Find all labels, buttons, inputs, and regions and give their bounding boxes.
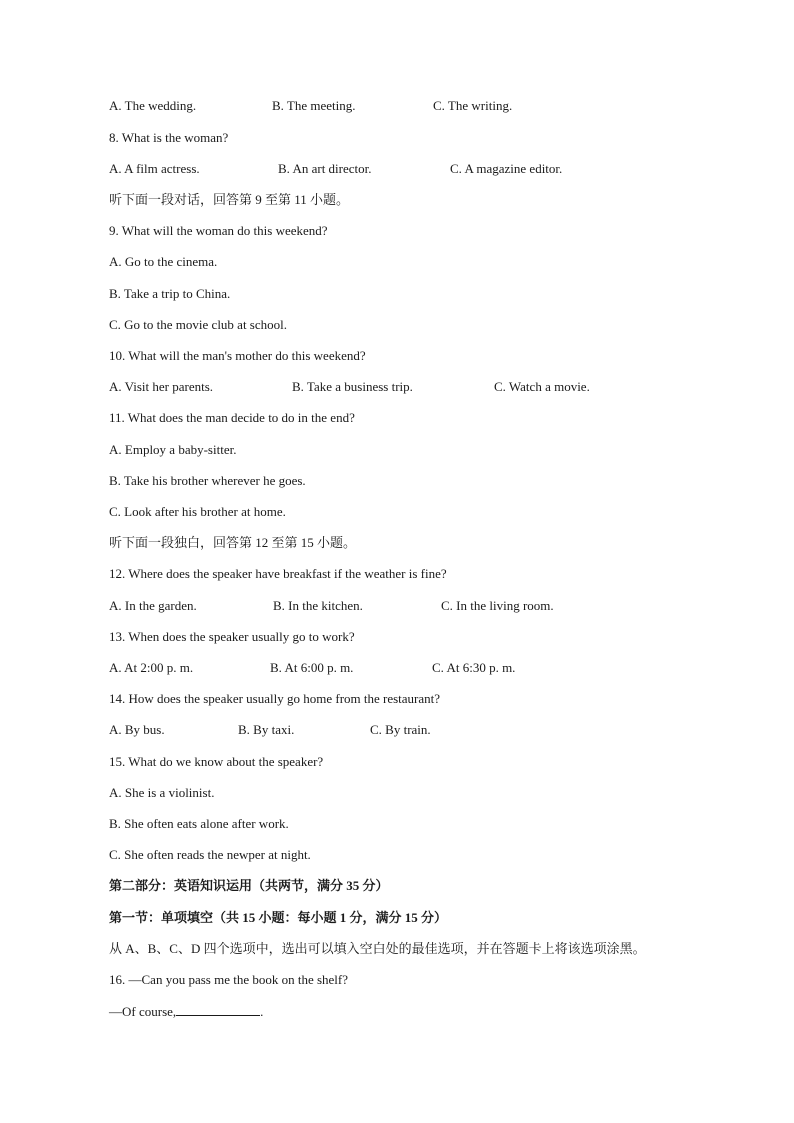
q15-option-b: B. She often eats alone after work.	[109, 816, 289, 831]
q11-option-b: B. Take his brother wherever he goes.	[109, 473, 306, 488]
q16-question: 16. —Can you pass me the book on the shelf?	[109, 972, 349, 987]
q9-option-c: C. Go to the movie club at school.	[109, 317, 288, 332]
q16-answer-suffix: .	[260, 1004, 264, 1019]
part2-heading: 第二部分：英语知识运用（共两节，满分 35 分）	[109, 878, 389, 893]
q12-question: 12. Where does the speaker have breakfast if the weather is fine?	[109, 566, 447, 581]
q16-answer-line	[109, 1003, 263, 1020]
q8-option-c: C. A magazine editor.	[450, 161, 563, 176]
q15-option-a: A. She is a violinist.	[109, 785, 215, 800]
q9-question: 9. What will the woman do this weekend?	[109, 223, 328, 238]
q16-answer-prefix: —Of course,	[109, 1004, 177, 1019]
instruction-12-15: 听下面一段独白，回答第 12 至第 15 小题。	[109, 535, 357, 550]
q11-option-a: A. Employ a baby-sitter.	[109, 442, 237, 457]
q7-option-c: C. The writing.	[433, 98, 513, 113]
q12-option-c: C. In the living room.	[441, 598, 554, 613]
q7-option-a: A. The wedding.	[109, 98, 197, 113]
section1-instruction: 从 A、B、C、D 四个选项中，选出可以填入空白处的最佳选项，并在答题卡上将该选项涂黑。	[109, 941, 646, 956]
q13-option-c: C. At 6:30 p. m.	[432, 660, 516, 675]
q10-option-c: C. Watch a movie.	[494, 379, 590, 394]
q8-option-b: B. An art director.	[278, 161, 372, 176]
q15-option-c: C. She often reads the newper at night.	[109, 847, 311, 862]
q11-option-c: C. Look after his brother at home.	[109, 504, 286, 519]
q10-question: 10. What will the man's mother do this weekend?	[109, 348, 366, 363]
q13-option-a: A. At 2:00 p. m.	[109, 660, 194, 675]
q14-option-c: C. By train.	[370, 722, 431, 737]
q8-question: 8. What is the woman?	[109, 130, 229, 145]
q14-option-b: B. By taxi.	[238, 722, 295, 737]
q8-option-a: A. A film actress.	[109, 161, 200, 176]
q10-option-a: A. Visit her parents.	[109, 379, 214, 394]
q12-option-b: B. In the kitchen.	[273, 598, 363, 613]
q7-option-b: B. The meeting.	[272, 98, 356, 113]
q13-question: 13. When does the speaker usually go to work?	[109, 629, 355, 644]
q11-question: 11. What does the man decide to do in the end?	[109, 410, 355, 425]
q14-question: 14. How does the speaker usually go home from the restaurant?	[109, 691, 441, 706]
instruction-9-11: 听下面一段对话，回答第 9 至第 11 小题。	[109, 192, 350, 207]
q15-question: 15. What do we know about the speaker?	[109, 754, 324, 769]
q16-blank	[176, 1003, 260, 1016]
q13-option-b: B. At 6:00 p. m.	[270, 660, 354, 675]
q12-option-a: A. In the garden.	[109, 598, 197, 613]
section1-heading: 第一节：单项填空（共 15 小题：每小题 1 分，满分 15 分）	[109, 910, 448, 925]
q14-option-a: A. By bus.	[109, 722, 165, 737]
q10-option-b: B. Take a business trip.	[292, 379, 413, 394]
q9-option-a: A. Go to the cinema.	[109, 254, 218, 269]
q9-option-b: B. Take a trip to China.	[109, 286, 231, 301]
